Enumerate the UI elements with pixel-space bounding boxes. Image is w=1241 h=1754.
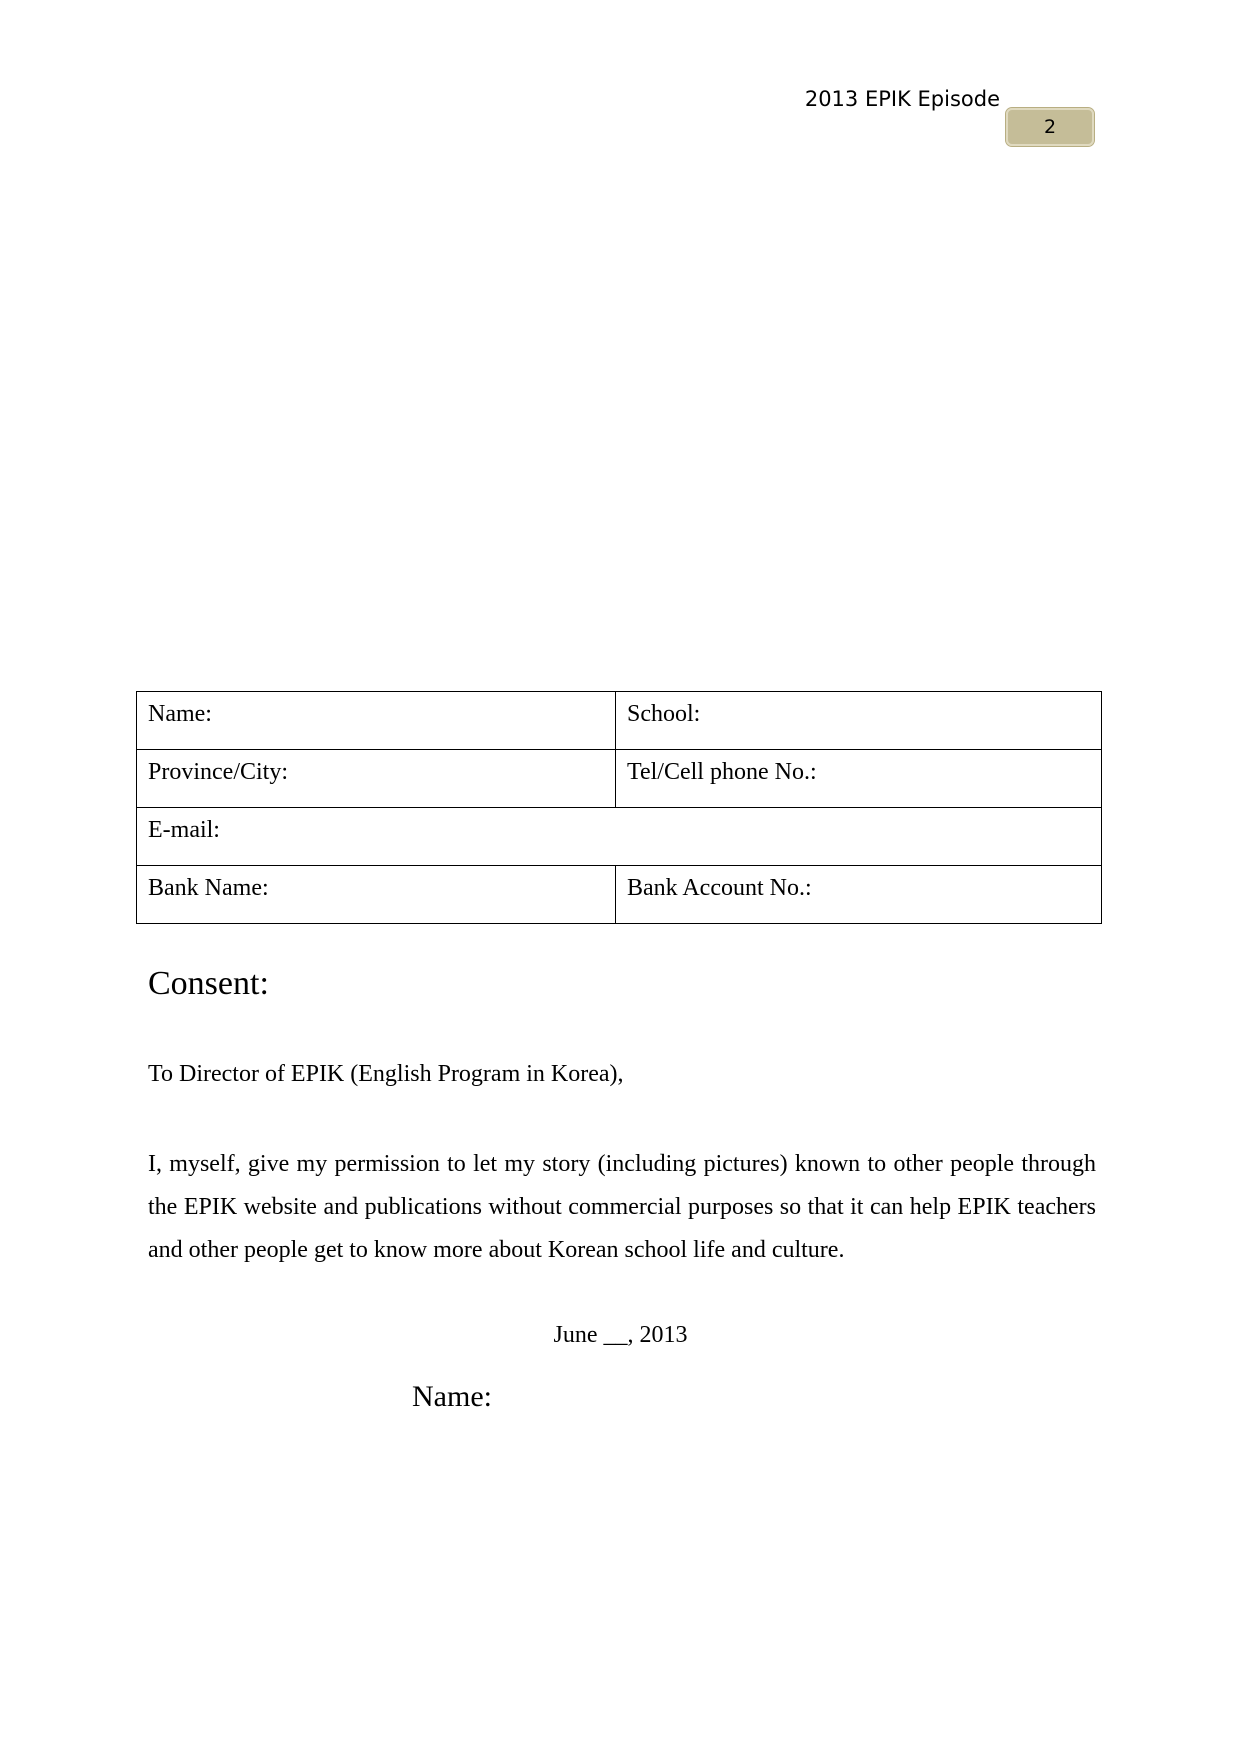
- table-row: [137, 692, 1102, 750]
- page-number-badge: 2: [1006, 108, 1094, 146]
- consent-salutation: To Director of EPIK (English Program in Korea),: [148, 1061, 624, 1087]
- signature-name-label: Name:: [412, 1380, 492, 1413]
- bank-account-label: Bank Account No.:: [627, 875, 812, 901]
- bank-account-cell: [616, 866, 1102, 924]
- phone-cell: [616, 750, 1102, 808]
- province-label: Province/City:: [148, 759, 288, 785]
- province-cell: [137, 750, 616, 808]
- consent-date: June __, 2013: [553, 1322, 688, 1348]
- bank-name-cell: [137, 866, 616, 924]
- bank-name-label: Bank Name:: [148, 875, 269, 901]
- table-row: [137, 808, 1102, 866]
- table-row: [137, 866, 1102, 924]
- consent-heading: Consent:: [148, 965, 269, 1002]
- name-cell: [137, 692, 616, 750]
- applicant-info-table: [136, 691, 1102, 924]
- email-label: E-mail:: [148, 817, 220, 843]
- school-cell: [616, 692, 1102, 750]
- name-label: Name:: [148, 701, 212, 727]
- email-cell: [137, 808, 1102, 866]
- school-label: School:: [627, 701, 701, 727]
- document-header-title: 2013 EPIK Episode: [804, 87, 1000, 111]
- phone-label: Tel/Cell phone No.:: [627, 759, 817, 785]
- table-row: [137, 750, 1102, 808]
- consent-body-text: I, myself, give my permission to let my story (including pictures) known to other people through the EPIK website and publications without commercial purposes so that it can help EPIK teachers and other people get to know more about Korean school life and culture.: [148, 1151, 1096, 1263]
